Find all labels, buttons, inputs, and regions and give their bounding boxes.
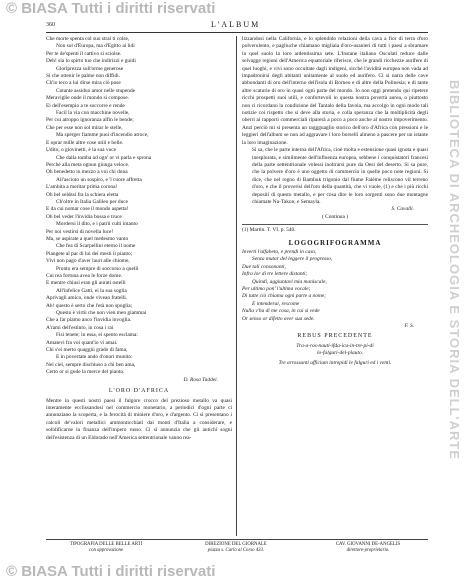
logogrifo-line: Senza mutar del leggere il progresso, — [252, 256, 333, 263]
poem-line: Ei dell'esempio a te soccorre e rende — [46, 102, 125, 109]
poem-line: Deh! sia lo spirto tuo che indirizzi e guidi — [46, 58, 136, 65]
poem-line: Nel ciel, sempre dischiuso a chi ben ama, — [46, 361, 136, 368]
watermark-bottom: © BIASA Tutti i diritti riservati — [6, 563, 216, 580]
logogrifo-line: Di tutte ciò chiama ogni parte a nome; — [242, 293, 326, 300]
logogrifo-line: Due tali consonanti, — [242, 263, 286, 270]
article-title: L'ORO D'AFRICA — [108, 388, 170, 395]
poem-line: Perchè alla meta ognun giunga veloce. — [46, 161, 130, 168]
poem-line: E in povertate ando d'onori munito: — [56, 354, 133, 361]
footer-director: CAV. GIOVANNI DE-ANGELIS direttore-proprietario. — [335, 542, 401, 553]
poem-line: L'ambita a meritar prima corona! — [46, 184, 118, 191]
poem-line: Chi s'ei merto quaggiù grado di fama, — [46, 347, 128, 354]
poem-line: Ch'io teco a lui dirse mira ciò pose — [46, 80, 121, 87]
poem-line: Per te de'spenti il cattivo si sciolse. — [46, 50, 122, 57]
poem-line: Oh bel seldssi fra la schiera eletta — [46, 191, 119, 198]
poem-line: E mentre chiusi eran gli aurati ostelli — [46, 280, 126, 287]
logogrifo-line: Or senso or difetto aver sua sede. — [242, 315, 315, 322]
article-text: Mentre in questi nostri paesi il fulgore crocco del prezioso metallo va quasi interamente ecclissandosi nel commercio monetario, a periodici d'ogni parte ci annunziano la scoperta, e la ferocità di miniere d'oro, e d'argento. Ci si presentano i calcoli de'valori metallici ammonticchiati dai monti d'Italia a considerare, e solidificarne la finanza dell'impero russo. Ci si annunzia che gli antichi sogni dell'esistenza di un Eldorado nell'America settentrionale vanno rea- — [46, 397, 232, 441]
poem-line: All'ascioto un sospiro, e 'l cuore affretta — [56, 176, 142, 183]
poem-line: Ma sperger fiamme puoi d'incendio atroce, — [56, 132, 149, 139]
left-column — [46, 36, 232, 442]
running-header — [46, 20, 428, 33]
logogrifo-line: Quindi, aggiuntavi mia maniscale, — [252, 278, 327, 285]
poem-line: Oh bel veder l'invidia bossa e truce — [46, 213, 122, 220]
poem-line: Che fea di Scarpellini eterno il nome — [56, 243, 136, 250]
poem-line: Che a far piamo anco l'invidia invoglia. — [46, 317, 132, 324]
poem-line: Gloriprezza sull'orme generose — [56, 65, 124, 72]
rebus-solution: Tre arrossanti ufficiam intrepidi le falguri ed i venti. — [278, 359, 392, 366]
continua-note: ( Continua ) — [321, 213, 349, 220]
poem-line: Piangete al par di lui dei mesti il pianto; — [46, 250, 133, 257]
logogrifo-signature: F. S. — [404, 323, 414, 330]
rebus-title: REBUS PRECEDENTE — [297, 333, 373, 340]
poem-line: All'infelice Gatti, ei la sua soglia — [56, 287, 127, 294]
poem-line: Cotante assiduo amor nelle stupende — [56, 87, 136, 94]
poem-line: Che per esse non sol mirar le stelle, — [46, 124, 123, 131]
poem-line: Ah! questo è serto che l'età non spoglia; — [46, 302, 133, 309]
poem-line: Si che ottenir le palme non diffidi. — [46, 73, 121, 80]
logogrifo-title: LOGOGRIFOGRAMMA — [288, 238, 382, 247]
footnote: (1) Martin. T. VI. p. 540. — [242, 224, 428, 234]
poem-line: Che dalla tomba ad ogn' or vi parla e sprona — [56, 154, 152, 161]
footer-office: DIREZIONE DEL GIORNALE piazza s. Carlo al Corso 433. — [205, 542, 267, 553]
poem-line: Certo or si gode la merce del pianto. — [46, 369, 125, 376]
poem-line: Facil la via con macchine novelle, — [56, 110, 130, 117]
logogrifo-line: Nulla v'ha di me cosa, in cui si vede — [242, 308, 320, 315]
journal-title: L'ALBUM — [211, 20, 261, 29]
page-footer — [46, 539, 428, 560]
poem-line: Aprivagli amico, onde vivean fratelli. — [46, 295, 128, 302]
poem-line: E oprar mille altre cose utili e belle. — [46, 139, 124, 146]
poem-line: Fisi tenete; in essa, ei spento esclama: — [56, 332, 138, 339]
poem-line: Pronto era sempre di soccorso a quelli — [56, 265, 139, 272]
poem-line: Che morte spenta col suo strai ti colse, — [46, 36, 130, 42]
poem-line: Meraviglie onde il mondo si compose. — [46, 95, 129, 102]
article-continued-text: lizzandosi nella California, e lo splendido relazioni della cava a fior di terra d'oro polverulento, e pagliuche chiamano migliaia d'oro-usanieri di tutti i paesi a sbramare in quel suolo la loro ardentissima sete. L'Instane italiano Osculati reduce dalle selvagge regioni dell'America equatoriale riferisce, che le grandi ricchezze aurifere di quei luoghi, e vivi sono occultate dagli indigeni, sicchè l'avidità europea non vada ad impadronirsi degli abitanti unitamente al suolo ed aurifero. Ci si narra delle cave abbondanti di oro dell'interno dell'isola di Borneo e di altre della Polinesia; e di tante altre scaturie di oro in quasi ogni parte del mondo. Io non oggi pretendo qui ripetere ricchi prospetti suoi utili, e confortevoli in questa nostra povertà aurea, o piuttosto non ci ricordano la condizione del Tantalo della favola, ma accolgo in ogni modo tali notizie coi rispetto che si deve alla storia, e colla speranza che la moltiplicità degli oberri ai rapporti commerciali riparerà a poco a poco anche al nostro impoverimento. Anzi perciò mi si presenta un raggguaglio storico dell'oro d'Africa con pressioni e le leggieri dell'album se non ad aggravare i loro borselli almeno a pascere per un istante la loro imaginazione. — [242, 36, 428, 146]
rebus-line: Tra-a-ros-nauti-ifda-ica-in-tre-pi-di — [296, 342, 374, 349]
logogrifo-verses — [242, 249, 428, 323]
poem-line: Non sol d'Europa, ma d'Egitto ai lidi — [56, 43, 135, 50]
poem — [46, 36, 232, 377]
poem-line: Amatevi fra voi quant'io vi amai. — [46, 339, 118, 346]
poem-line: Questo è virtù che non vien men giammai — [56, 310, 147, 317]
poem-line: E da cui nomar cose il mondo aspetta! — [46, 206, 129, 213]
newspaper-page — [46, 20, 428, 560]
page-number: 360 — [46, 22, 55, 28]
logogrifo-line: Infra lor di tre lettere distanti; — [242, 271, 308, 278]
poem-line: Per noi vestirsi di novella luce! — [46, 228, 114, 235]
poem-line: Mordersi il dito, e i patrii culti intanto — [56, 221, 138, 228]
article-signature: S. Cavalli. — [391, 206, 414, 213]
right-column — [242, 36, 428, 367]
poem-line: A'rami dell'estinto, in cosa i rai — [46, 324, 114, 331]
poem-signature: D. Rosa Taddei. — [183, 376, 218, 383]
poem-line: Oh benedetto in mezzo a voi chi dona — [46, 169, 128, 176]
footer-printer: TIPOGRAFIA DELLE BELLE ARTI con approvazione — [69, 542, 143, 553]
logogrifo-line: Inverti l'alfabeto, e prendi in caso, — [242, 248, 317, 255]
article-paragraph-2: Si sa, che le parte interna dell'Africa, cioè molta e estensione quasi ignota e quasi inesplorata, e similmente dell'influenza europea, sebbene i conquistatori francesi della parte settentrionale volessi inoltrarsi pure da Oesi del deserto. Si sa pure, che la polvere d'oro è uno oggetto di commercio in quelle poco note regioni. Si dice, che nel regno di Bambuk trigonio dal fiume Falème reliscono vil terreno d'oro, e che il proverisi dell'oro della quantità, che vi vuole, (1) e che i più ricchi depositi di questo metallo, e per cosa dire le loro sorgenti sono due montagne chiamate Na-Takon, e Semayla. — [252, 147, 428, 205]
poem-line: Per cui atroppo ignoranza alfin le bende; — [46, 117, 134, 124]
rebus-line: lo-falguri-del-plauto. — [317, 350, 363, 357]
watermark-top: © BIASA Tutti i diritti riservati — [6, 0, 216, 17]
poem-line: Cui rea fortuna avea le forze dome. — [46, 273, 123, 279]
column-divider — [236, 36, 237, 536]
rebus-lines — [242, 343, 428, 358]
logogrifo-line: E intenderai, rescome — [252, 300, 300, 307]
poem-line: Udito, o giovinetti, è la sua voce — [46, 147, 117, 154]
poem-line: Vivi non pago d'aver lauri alle chiome, — [46, 258, 130, 265]
logogrifo-line: Per ultimo pon' l'ultima vocale; — [242, 286, 311, 292]
poem-line: Ch'oltre in Italia Galileo per duce — [56, 198, 129, 205]
poem-line: Ma, se aspirate a quel medesmo vanto — [46, 235, 129, 242]
side-watermark: BIBLIOTECA DI ARCHEOLOGIA E STORIA DELL'ARTE — [447, 80, 462, 461]
